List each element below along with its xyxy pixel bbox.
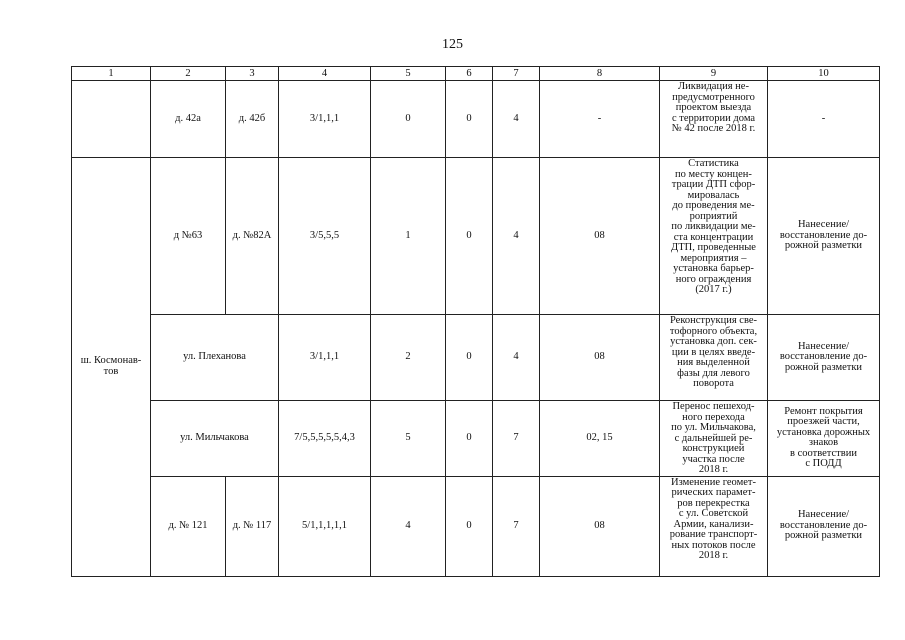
notes-cell: Ликвидация не- предусмотренного проектом выезда с территории дома № 42 после 2018 г. — [660, 81, 768, 158]
table-row — [72, 476, 880, 576]
header-cell: 10 — [768, 67, 880, 81]
col8-cell: 08 — [540, 315, 660, 401]
to-cell: д. 42б — [226, 81, 279, 158]
header-cell: 5 — [371, 67, 446, 81]
header-cell: 4 — [279, 67, 371, 81]
col5-cell: 2 — [371, 315, 446, 401]
col7-cell: 7 — [493, 476, 540, 576]
accidents-cell: 5/1,1,1,1,1 — [279, 476, 371, 576]
notes-cell: Изменение геомет- рических парамет- ров перекрестка с ул. Советской Армии, канализи- рование транспорт- ных потоков после 2018 г. — [660, 476, 768, 576]
measures-cell: Нанесение/ восстановление до- рожной разметки — [768, 158, 880, 315]
col7-cell: 7 — [493, 401, 540, 477]
from-cell: д №63 — [151, 158, 226, 315]
col6-cell: 0 — [446, 158, 493, 315]
accidents-cell: 3/1,1,1 — [279, 315, 371, 401]
header-cell: 3 — [226, 67, 279, 81]
notes-cell: Статистика по месту концен- трации ДТП сфор- мировалась до проведения ме- роприятий по ликвидации ме- ста концентрации ДТП, проведенные мероприятия – установка барьер- ного ограждения (2017 г.) — [660, 158, 768, 315]
notes-cell: Перенос пешеход- ного перехода по ул. Мильчакова, с дальнейшей ре- конструкцией участка после 2018 г. — [660, 401, 768, 477]
header-cell: 2 — [151, 67, 226, 81]
road-cell-empty — [72, 81, 151, 158]
col8-cell: 08 — [540, 158, 660, 315]
col8-cell: 02, 15 — [540, 401, 660, 477]
section-cell: ул. Плеханова — [151, 315, 279, 401]
header-cell: 7 — [493, 67, 540, 81]
col6-cell: 0 — [446, 315, 493, 401]
measures-cell: Нанесение/ восстановление до- рожной разметки — [768, 476, 880, 576]
measures-cell: Ремонт покрытия проезжей части, установка дорожных знаков в соответствии с ПОДД — [768, 401, 880, 477]
measures-cell: Нанесение/ восстановление до- рожной разметки — [768, 315, 880, 401]
table-row — [72, 401, 880, 477]
accidents-cell: 3/5,5,5 — [279, 158, 371, 315]
col7-cell: 4 — [493, 158, 540, 315]
col7-cell: 4 — [493, 315, 540, 401]
road-name-cell: ш. Космонав- тов — [72, 158, 151, 577]
accidents-cell: 3/1,1,1 — [279, 81, 371, 158]
col7-cell: 4 — [493, 81, 540, 158]
col6-cell: 0 — [446, 81, 493, 158]
col5-cell: 4 — [371, 476, 446, 576]
col6-cell: 0 — [446, 476, 493, 576]
col8-cell: - — [540, 81, 660, 158]
col5-cell: 1 — [371, 158, 446, 315]
header-row — [72, 67, 880, 81]
to-cell: д. №82А — [226, 158, 279, 315]
col5-cell: 5 — [371, 401, 446, 477]
col8-cell: 08 — [540, 476, 660, 576]
measures-cell: - — [768, 81, 880, 158]
header-cell: 9 — [660, 67, 768, 81]
data-table — [71, 66, 880, 577]
header-cell: 8 — [540, 67, 660, 81]
table-row — [72, 315, 880, 401]
section-cell: ул. Мильчакова — [151, 401, 279, 477]
accidents-cell: 7/5,5,5,5,5,4,3 — [279, 401, 371, 477]
to-cell: д. № 117 — [226, 476, 279, 576]
col6-cell: 0 — [446, 401, 493, 477]
from-cell: д. № 121 — [151, 476, 226, 576]
table-row — [72, 158, 880, 315]
page-number: 125 — [442, 37, 463, 52]
header-cell: 6 — [446, 67, 493, 81]
col5-cell: 0 — [371, 81, 446, 158]
table-row — [72, 81, 880, 158]
header-cell: 1 — [72, 67, 151, 81]
from-cell: д. 42а — [151, 81, 226, 158]
notes-cell: Реконструкция све- тофорного объекта, установка доп. сек- ции в целях введе- ния выделенной фазы для левого поворота — [660, 315, 768, 401]
